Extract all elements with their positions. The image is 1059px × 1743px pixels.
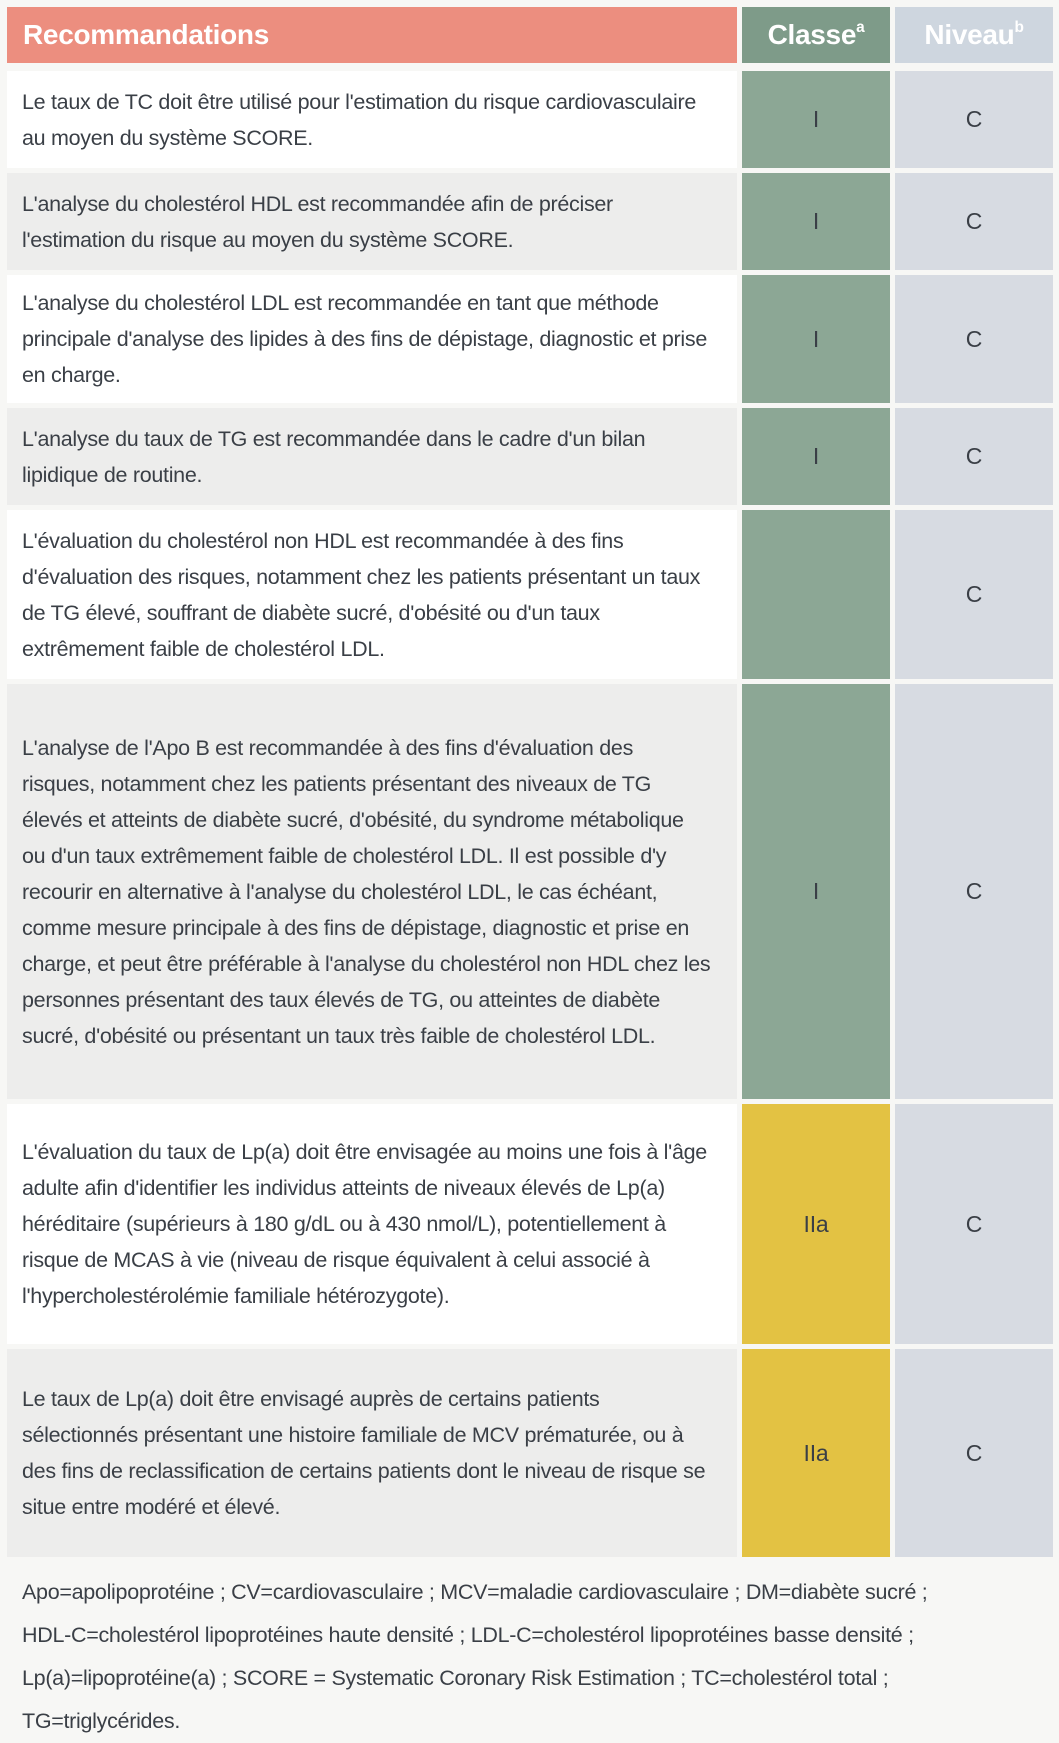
recommendation-text: Le taux de TC doit être utilisé pour l'estimation du risque cardiovasculaire au moyen du système SCORE. xyxy=(7,71,737,168)
table-row xyxy=(7,1104,1053,1344)
column-header-classe xyxy=(742,7,890,63)
column-header-niveau-label: Niveau xyxy=(924,19,1015,50)
niveau-value: C xyxy=(895,275,1053,403)
niveau-value: C xyxy=(895,684,1053,1099)
table-header-row xyxy=(7,7,1053,63)
recommendation-text: L'évaluation du cholestérol non HDL est recommandée à des fins d'évaluation des risques, notamment chez les patients présentant un taux de TG élevé, souffrant de diabète sucré, d'obésité ou d'un taux extrêmement faible de cholestérol LDL. xyxy=(7,510,737,679)
column-header-niveau xyxy=(895,7,1053,63)
recommendation-text: L'évaluation du taux de Lp(a) doit être envisagée au moins une fois à l'âge adulte afin d'identifier les individus atteints de niveaux élevés de Lp(a) héréditaire (supérieurs à 180 g/dL ou à 430 nmol/L), potentiellement à risque de MCAS à vie (niveau de risque équivalent à celui associé à l'hypercholestérolémie familiale hétérozygote). xyxy=(7,1104,737,1344)
column-header-recommandations xyxy=(7,7,737,63)
recommendation-text: Le taux de Lp(a) doit être envisagé auprès de certains patients sélectionnés présentant une histoire familiale de MCV prématurée, ou à des fins de reclassification de certains patients dont le niveau de risque se situe entre modéré et élevé. xyxy=(7,1349,737,1557)
niveau-value: C xyxy=(895,173,1053,270)
table-row xyxy=(7,510,1053,679)
table-row xyxy=(7,684,1053,1099)
recommendation-text: L'analyse du cholestérol HDL est recommandée afin de préciser l'estimation du risque au moyen du système SCORE. xyxy=(7,173,737,270)
classe-value: I xyxy=(742,173,890,270)
table-row xyxy=(7,1349,1053,1557)
abbreviations-footnote: Apo=apolipoprotéine ; CV=cardiovasculaire ; MCV=maladie cardiovasculaire ; DM=diabète sucré ; HDL-C=cholestérol lipoprotéines haute densité ; LDL-C=cholestérol lipoprotéines basse densité ; Lp(a)=lipoprotéine(a) ; SCORE = Systematic Coronary Risk Estimation ; TC=cholestérol total ; TG=triglycérides. xyxy=(22,1580,928,1733)
niveau-value: C xyxy=(895,71,1053,168)
niveau-value: C xyxy=(895,1349,1053,1557)
classe-value: I xyxy=(742,71,890,168)
recommendation-text: L'analyse du cholestérol LDL est recommandée en tant que méthode principale d'analyse des lipides à des fins de dépistage, diagnostic et prise en charge. xyxy=(7,275,737,403)
recommendations-table xyxy=(7,71,1053,1557)
table-row xyxy=(7,275,1053,403)
column-header-recommandations-label: Recommandations xyxy=(23,19,269,50)
classe-value: I xyxy=(742,408,890,505)
classe-value xyxy=(742,510,890,679)
classe-value: I xyxy=(742,684,890,1099)
table-row xyxy=(7,408,1053,505)
table-row xyxy=(7,173,1053,270)
classe-footnote-marker: a xyxy=(856,19,865,37)
table-row xyxy=(7,71,1053,168)
classe-value: IIa xyxy=(742,1349,890,1557)
classe-value: IIa xyxy=(742,1104,890,1344)
niveau-value: C xyxy=(895,1104,1053,1344)
column-header-classe-label: Classe xyxy=(767,19,857,50)
niveau-value: C xyxy=(895,408,1053,505)
classe-value: I xyxy=(742,275,890,403)
niveau-footnote-marker: b xyxy=(1014,19,1024,37)
niveau-value: C xyxy=(895,510,1053,679)
recommendation-text: L'analyse du taux de TG est recommandée dans le cadre d'un bilan lipidique de routine. xyxy=(7,408,737,505)
recommendation-text: L'analyse de l'Apo B est recommandée à des fins d'évaluation des risques, notamment chez les patients présentant des niveaux de TG élevés et atteints de diabète sucré, d'obésité, du syndrome métabolique ou d'un taux extrêmement faible de cholestérol LDL. Il est possible d'y recourir en alternative à l'analyse du cholestérol LDL, le cas échéant, comme mesure principale à des fins de dépistage, diagnostic et prise en charge, et peut être préférable à l'analyse du cholestérol non HDL chez les personnes présentant des taux élevés de TG, ou atteintes de diabète sucré, d'obésité ou présentant un taux très faible de cholestérol LDL. xyxy=(7,684,737,1099)
